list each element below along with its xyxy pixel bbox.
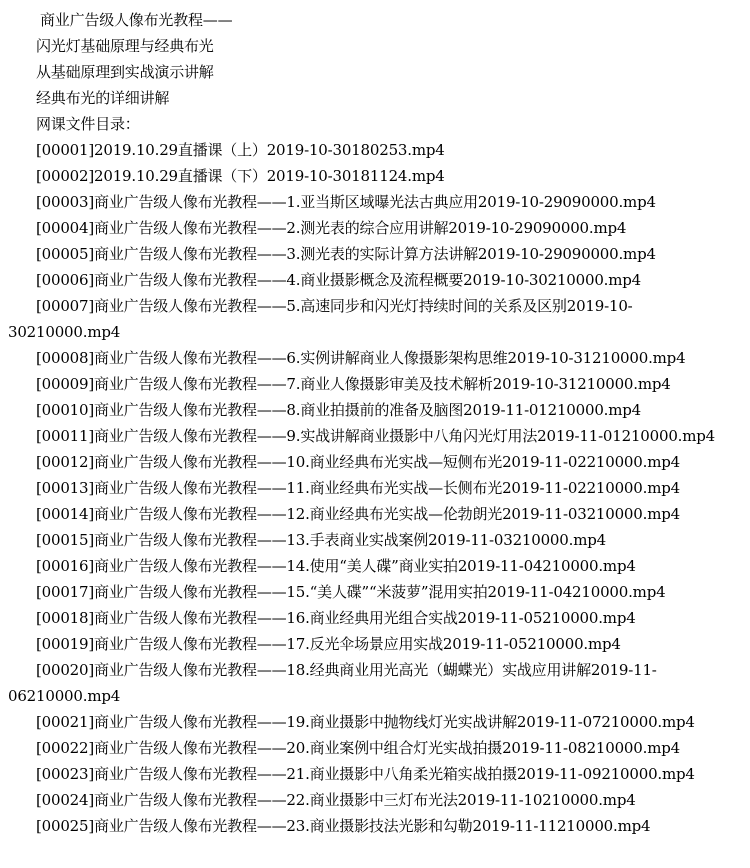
subtitle-line: 经典布光的详细讲解: [36, 89, 170, 107]
file-entry: [00004]商业广告级人像布光教程——2.测光表的综合应用讲解2019-10-29090000.mp4: [36, 219, 627, 237]
file-entry: [00023]商业广告级人像布光教程——21.商业摄影中八角柔光箱实战拍摄2019-11-09210000.mp4: [36, 765, 695, 783]
file-entry: [00016]商业广告级人像布光教程——14.使用“美人碟”商业实拍2019-11-04210000.mp4: [36, 557, 636, 575]
file-entry: [00013]商业广告级人像布光教程——11.商业经典布光实战—长侧布光2019-11-02210000.mp4: [36, 479, 680, 497]
file-entry: [00011]商业广告级人像布光教程——9.实战讲解商业摄影中八角闪光灯用法2019-11-01210000.mp4: [36, 427, 716, 445]
directory-heading: 网课文件目录：: [36, 115, 140, 133]
file-entry: [00019]商业广告级人像布光教程——17.反光伞场景应用实战2019-11-05210000.mp4: [36, 635, 621, 653]
file-entry: [00024]商业广告级人像布光教程——22.商业摄影中三灯布光法2019-11-10210000.mp4: [36, 791, 636, 809]
file-entry: [00012]商业广告级人像布光教程——10.商业经典布光实战—短侧布光2019-11-02210000.mp4: [36, 453, 680, 471]
file-entry: [00018]商业广告级人像布光教程——16.商业经典用光组合实战2019-11-05210000.mp4: [36, 609, 636, 627]
file-entry: [00002]2019.10.29直播课（下）2019-10-30181124.mp4: [36, 167, 445, 185]
file-entry: [00001]2019.10.29直播课（上）2019-10-30180253.mp4: [36, 141, 445, 159]
file-entry: [00017]商业广告级人像布光教程——15.“美人碟”“米菠萝”混用实拍2019-11-04210000.mp4: [36, 583, 666, 601]
file-entry-continuation: 06210000.mp4: [8, 687, 121, 705]
file-entry: [00008]商业广告级人像布光教程——6.实例讲解商业人像摄影架构思维2019-10-31210000.mp4: [36, 349, 686, 367]
file-entry: [00022]商业广告级人像布光教程——20.商业案例中组合灯光实战拍摄2019-11-08210000.mp4: [36, 739, 680, 757]
file-entry: [00010]商业广告级人像布光教程——8.商业拍摄前的准备及脑图2019-11-01210000.mp4: [36, 401, 642, 419]
file-entry: [00005]商业广告级人像布光教程——3.测光表的实际计算方法讲解2019-10-29090000.mp4: [36, 245, 656, 263]
file-entry: [00006]商业广告级人像布光教程——4.商业摄影概念及流程概要2019-10-30210000.mp4: [36, 271, 642, 289]
file-entry: [00015]商业广告级人像布光教程——13.手表商业实战案例2019-11-03210000.mp4: [36, 531, 606, 549]
subtitle-line: 闪光灯基础原理与经典布光: [36, 37, 214, 55]
doc-title: 商业广告级人像布光教程——: [40, 11, 233, 29]
file-entry-continuation: 30210000.mp4: [8, 323, 121, 341]
file-entry: [00025]商业广告级人像布光教程——23.商业摄影技法光影和勾勒2019-11-11210000.mp4: [36, 817, 651, 835]
file-entry: [00021]商业广告级人像布光教程——19.商业摄影中抛物线灯光实战讲解2019-11-07210000.mp4: [36, 713, 695, 731]
file-entry: [00003]商业广告级人像布光教程——1.亚当斯区域曝光法古典应用2019-10-29090000.mp4: [36, 193, 656, 211]
file-entry: [00007]商业广告级人像布光教程——5.高速同步和闪光灯持续时间的关系及区别2019-10-: [36, 297, 633, 315]
subtitle-line: 从基础原理到实战演示讲解: [36, 63, 214, 81]
file-entry: [00014]商业广告级人像布光教程——12.商业经典布光实战—伦勃朗光2019-11-03210000.mp4: [36, 505, 680, 523]
file-entry: [00020]商业广告级人像布光教程——18.经典商业用光高光（蝴蝶光）实战应用讲解2019-11-: [36, 661, 657, 679]
file-entry: [00009]商业广告级人像布光教程——7.商业人像摄影审美及技术解析2019-10-31210000.mp4: [36, 375, 671, 393]
